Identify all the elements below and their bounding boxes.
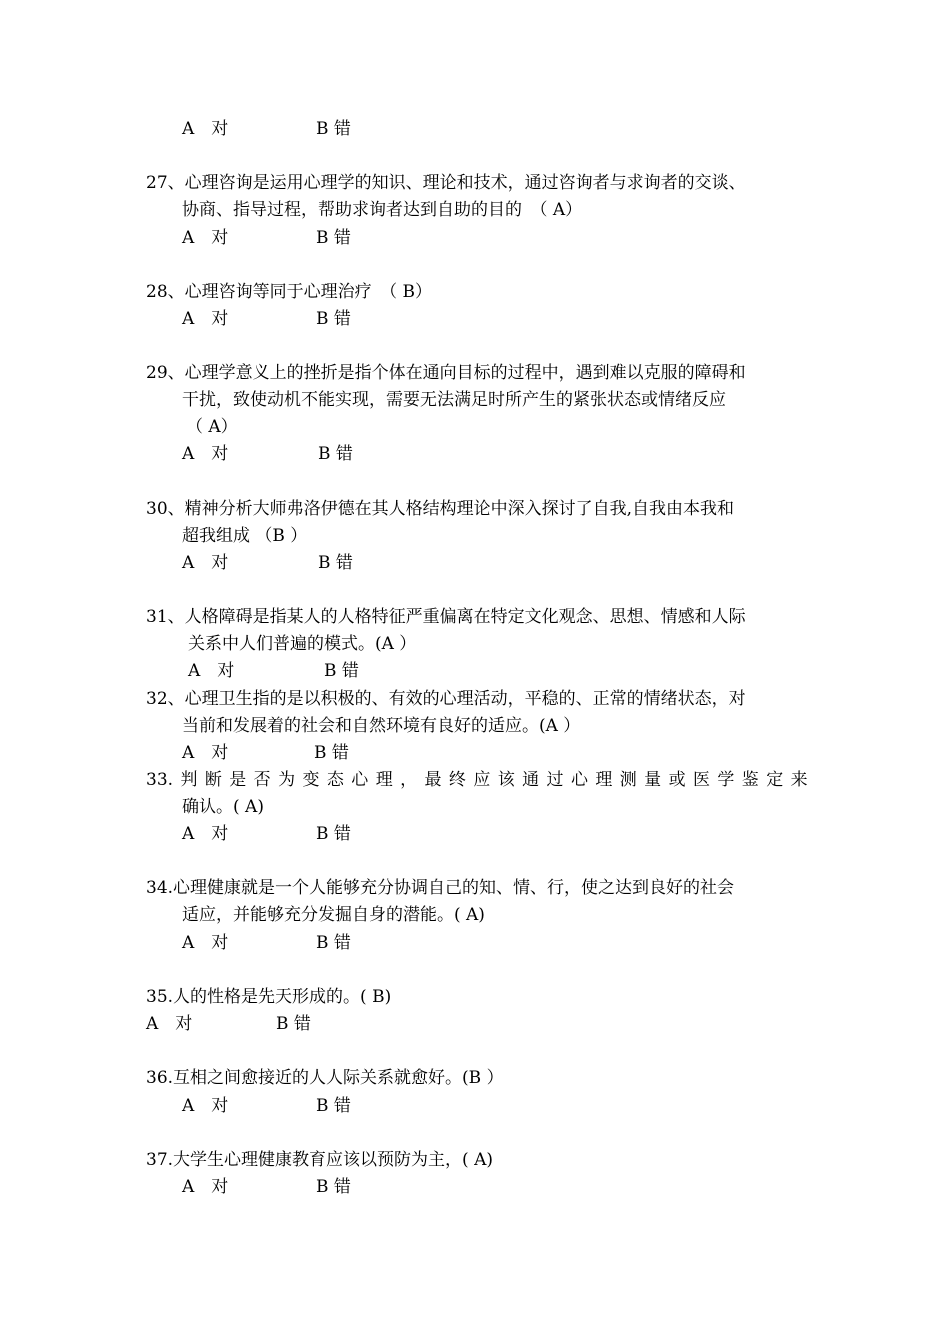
q33-line1-glyph: 变	[302, 770, 320, 790]
q33-line1-glyph: 该	[497, 770, 515, 790]
q35-option-a: A 对	[146, 1014, 193, 1034]
q27-option-a: A 对	[182, 228, 229, 248]
q28-option-b: B 错	[316, 309, 351, 329]
q26-option-b: B 错	[316, 119, 351, 139]
q31-option-b: B 错	[324, 661, 359, 681]
q32-text-line2: 当前和发展着的社会和自然环境有良好的适应。(A ）	[182, 716, 581, 736]
q36-option-b: B 错	[316, 1096, 351, 1116]
q33-line1-glyph: 判	[180, 770, 198, 790]
q36-option-a: A 对	[182, 1096, 229, 1116]
q33-line1-glyph: 心	[351, 770, 369, 790]
q33-line1-glyph: 心	[570, 770, 588, 790]
q33-line1-glyph: 应	[473, 770, 491, 790]
q29-option-b: B 错	[318, 444, 353, 464]
q33-line1-glyph: 来	[790, 770, 808, 790]
q27-text-line2: 协商、指导过程，帮助求询者达到自助的目的 （ A）	[182, 200, 583, 220]
q29-text-line1: 29、心理学意义上的挫折是指个体在通向目标的过程中，遇到难以克服的障碍和	[146, 363, 746, 383]
q28-option-a: A 对	[182, 309, 229, 329]
q33-text-line1	[146, 769, 808, 791]
q33-line1-glyph: 理	[595, 770, 613, 790]
q26-option-a: A 对	[182, 119, 229, 139]
q33-option-b: B 错	[316, 824, 351, 844]
q32-text-line1: 32、心理卫生指的是以积极的、有效的心理活动，平稳的、正常的情绪状态，对	[146, 689, 746, 709]
q33-line1-glyph: 通	[522, 770, 540, 790]
q30-text-line2: 超我组成 （B ）	[182, 526, 308, 546]
q28-text-line1: 28、心理咨询等同于心理治疗 （ B）	[146, 282, 433, 302]
q34-option-a: A 对	[182, 933, 229, 953]
q33-line1-glyph: 量	[644, 770, 662, 790]
q32-option-a: A 对	[182, 743, 229, 763]
q33-line1-glyph: 理	[375, 770, 393, 790]
q27-option-b: B 错	[316, 228, 351, 248]
q37-text-line1: 37.大学生心理健康教育应该以预防为主，( A)	[146, 1150, 493, 1170]
q30-option-b: B 错	[318, 553, 353, 573]
q34-text-line2: 适应，并能够充分发掘自身的潜能。( A)	[182, 905, 485, 925]
q33-line1-glyph: 断	[204, 770, 222, 790]
q33-line1-glyph: 最	[424, 770, 442, 790]
q33-option-a: A 对	[182, 824, 229, 844]
q33-line1-glyph: 否	[253, 770, 271, 790]
q34-text-line1: 34.心理健康就是一个人能够充分协调自己的知、情、行，使之达到良好的社会	[146, 878, 735, 898]
q33-line1-glyph: 鉴	[741, 770, 759, 790]
q29-text-line2: 干扰，致使动机不能实现，需要无法满足时所产生的紧张状态或情绪反应	[182, 390, 726, 410]
q33-text-line2: 确认。( A)	[182, 797, 264, 817]
q33-line1-glyph: 为	[278, 770, 296, 790]
q27-text-line1: 27、心理咨询是运用心理学的知识、理论和技术，通过咨询者与求询者的交谈、	[146, 173, 746, 193]
q35-text-line1: 35.人的性格是先天形成的。( B)	[146, 987, 392, 1007]
q37-option-b: B 错	[316, 1177, 351, 1197]
q30-text-line1: 30、精神分析大师弗洛伊德在其人格结构理论中深入探讨了自我,自我由本我和	[146, 499, 735, 519]
q33-line1-glyph: 态	[326, 770, 344, 790]
q31-text-line2: 关系中人们普遍的模式。(A ）	[188, 634, 417, 654]
q34-option-b: B 错	[316, 933, 351, 953]
q33-line1-glyph: 过	[546, 770, 564, 790]
q35-option-b: B 错	[276, 1014, 311, 1034]
q37-option-a: A 对	[182, 1177, 229, 1197]
q33-line1-glyph: 测	[619, 770, 637, 790]
q31-text-line1: 31、人格障碍是指某人的人格特征严重偏离在特定文化观念、思想、情感和人际	[146, 607, 746, 627]
q33-line1-glyph: 学	[717, 770, 735, 790]
q30-option-a: A 对	[182, 553, 229, 573]
q32-option-b: B 错	[314, 743, 349, 763]
q29-option-a: A 对	[182, 444, 229, 464]
q33-line1-glyph: 医	[692, 770, 710, 790]
q33-line1-glyph: 是	[229, 770, 247, 790]
q33-line1-glyph: ，	[400, 770, 418, 790]
q36-text-line1: 36.互相之间愈接近的人人际关系就愈好。(B ）	[146, 1068, 504, 1088]
q31-option-a: A 对	[188, 661, 235, 681]
q33-line1-glyph: 定	[766, 770, 784, 790]
q33-line1-glyph: 或	[668, 770, 686, 790]
q33-line1-glyph: 33.	[146, 770, 174, 790]
q33-line1-glyph: 终	[448, 770, 466, 790]
q29-text-line3: （ A）	[186, 417, 238, 437]
